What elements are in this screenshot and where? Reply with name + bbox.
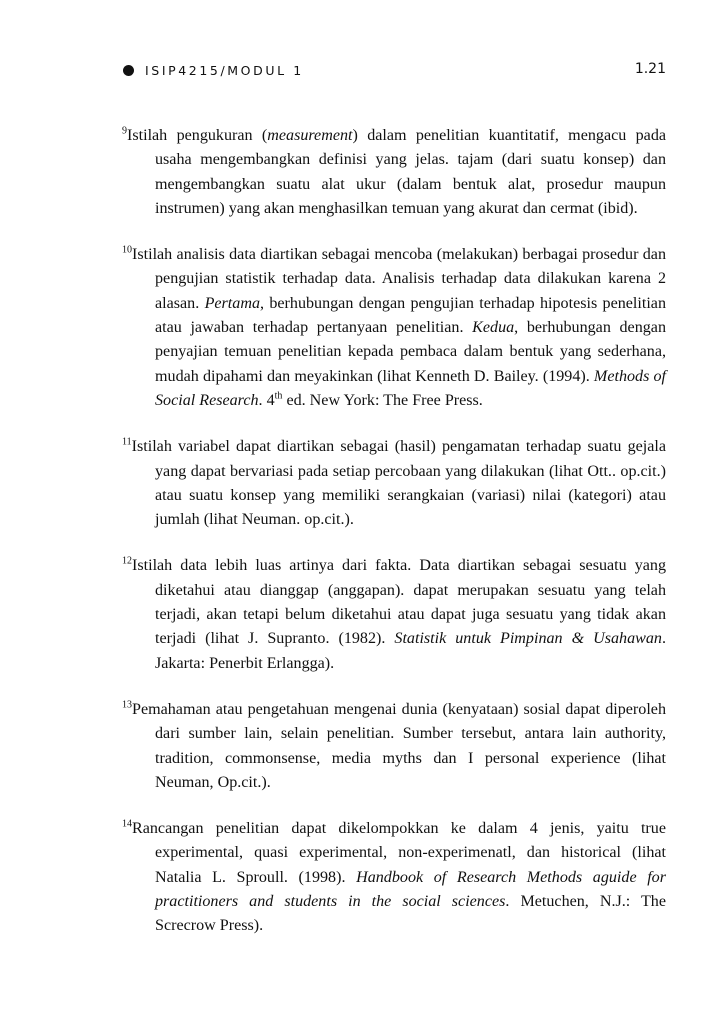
page-number: 1.21 bbox=[634, 61, 666, 77]
italic-text: measurement bbox=[267, 127, 353, 144]
footnotes-list bbox=[122, 124, 666, 961]
footnote-text: . Metuchen, N.J.: The Screcrow Press). bbox=[155, 893, 666, 935]
footnote bbox=[122, 554, 666, 675]
footnote-text: Pemahaman atau pengetahuan mengenai dunia (kenyataan) sosial dapat diperoleh dari sumber lain, selain penelitian. Sumber tersebut, antara lain authority, tradition, commonsense, media myths dan I personal experience (lihat Neuman, Op.cit.). bbox=[132, 700, 666, 791]
footnote-text: . 4 bbox=[258, 391, 275, 409]
footnote-number: 11 bbox=[122, 436, 132, 448]
bullet-icon bbox=[123, 65, 134, 76]
footnote-text: Istilah data lebih luas artinya dari fakta. Data diartikan sebagai sesuatu yang diketahui atau dianggap (anggapan). dapat merupakan sesuatu yang telah terjadi, akan tetapi belum diketahui atau dapat juga sesuatu yang tidak akan terjadi (lihat J. Supranto. (1982). bbox=[132, 557, 666, 648]
footnote-text: ) dalam penelitian kuantitatif, mengacu pada usaha mengembangkan definisi yang jelas. tajam (dari suatu konsep) dan mengembangkan suatu alat ukur (dalam bentuk alat, prosedur maupun instrumen) yang akan menghasilkan temuan yang akurat dan cermat (ibid). bbox=[155, 127, 667, 217]
italic-text: Statistik untuk Pimpinan & Usahawan bbox=[394, 630, 662, 648]
italic-text: Kedua bbox=[472, 319, 515, 337]
footnote-number: 10 bbox=[122, 244, 132, 256]
footnote bbox=[122, 243, 666, 413]
footnote-text: . Jakarta: Penerbit Erlangga). bbox=[155, 630, 666, 672]
footnote-number: 13 bbox=[122, 699, 132, 711]
footnote bbox=[122, 817, 666, 938]
footnote-number: 12 bbox=[122, 556, 132, 568]
footnote-text: Istilah analisis data diartikan sebagai mencoba (melakukan) berbagai prosedur dan pengujian statistik terhadap data. Analisis terhadap data dilakukan karena 2 alasan. bbox=[132, 246, 666, 312]
italic-text: Methods of Social Research bbox=[155, 367, 667, 409]
footnote-text: ed. New York: The Free Press. bbox=[282, 391, 483, 409]
footnote bbox=[122, 124, 666, 221]
italic-text: Handbook of Research Methods aguide for practitioners and students in the social sciences bbox=[155, 868, 666, 911]
italic-text: Pertama bbox=[204, 294, 260, 312]
footnote-text: Istilah pengukuran ( bbox=[127, 127, 268, 144]
footnote bbox=[122, 435, 666, 532]
footnote-text: Rancangan penelitian dapat dikelompokkan ke dalam 4 jenis, yaitu true experimental, quasi experimental, non-experimenatl, dan historical (lihat Natalia L. Sproull. (1998). bbox=[132, 820, 666, 886]
footnote-number: 14 bbox=[122, 818, 132, 830]
page-header bbox=[118, 60, 666, 84]
module-code: ISIP4215/MODUL 1 bbox=[145, 63, 304, 78]
footnote-text: , berhubungan dengan penyajian temuan penelitian kepada pembaca dalam bentuk yang sederhana, mudah dipahami dan meyakinkan (lihat Kenneth D. Bailey. (1994). bbox=[155, 319, 666, 385]
footnote-number: 9 bbox=[122, 125, 127, 137]
footnote-text: , berhubungan dengan pengujian terhadap hipotesis penelitian atau jawaban terhadap pertanyaan penelitian. bbox=[155, 294, 666, 337]
footnote-text: Istilah variabel dapat diartikan sebagai (hasil) pengamatan terhadap suatu gejala yang dapat bervariasi pada setiap percobaan yang dilakukan (lihat Ott.. op.cit.) atau suatu konsep yang memiliki serangkaian (variasi) nilai (kategori) atau jumlah (lihat Neuman. op.cit.). bbox=[131, 438, 666, 529]
footnote bbox=[122, 698, 666, 795]
superscript-text: th bbox=[274, 390, 283, 402]
